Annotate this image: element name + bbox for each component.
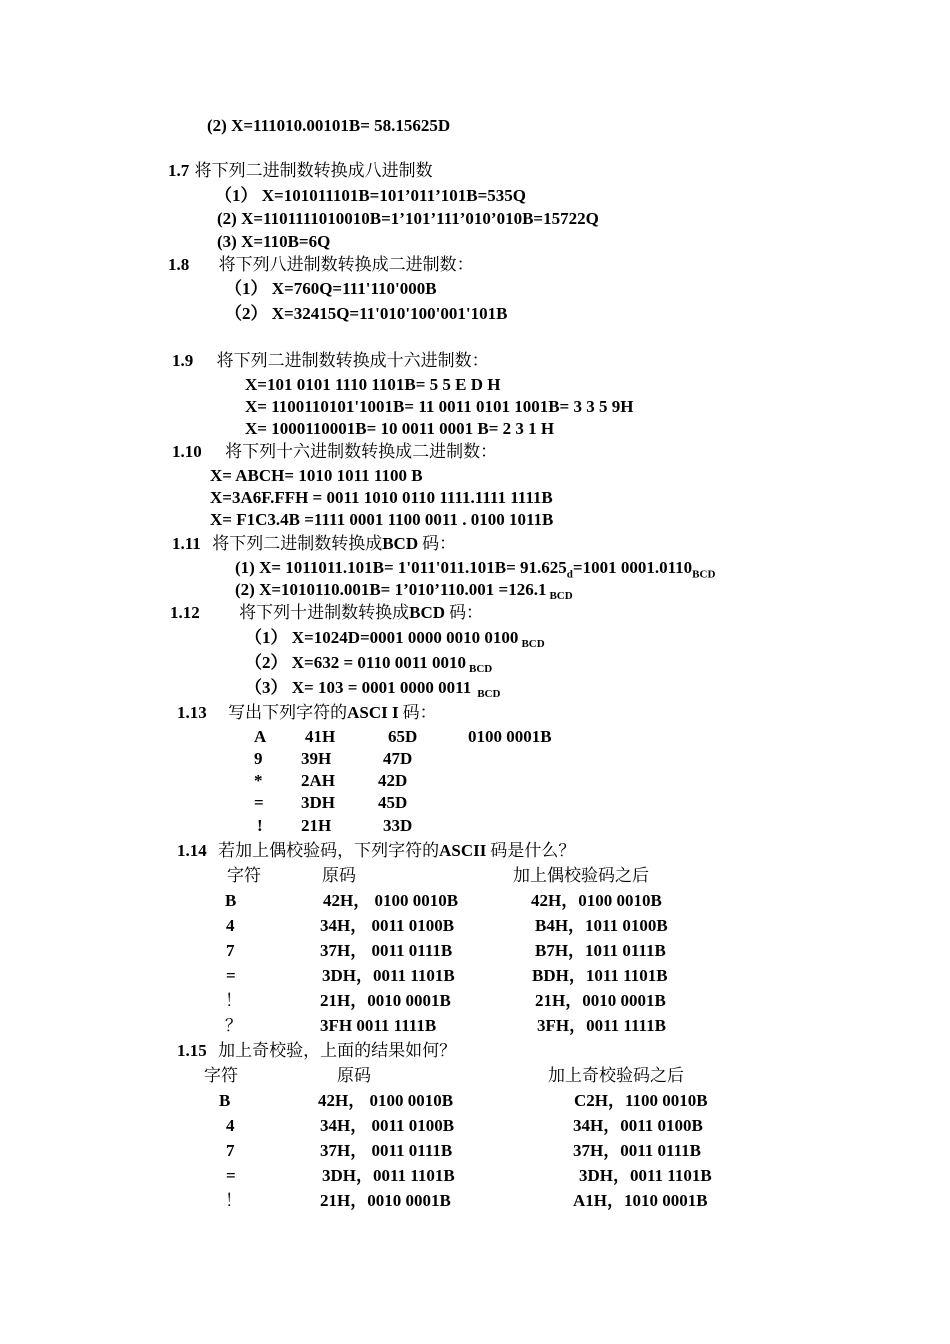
s114-even: B7H，1011 0111B <box>535 941 666 960</box>
section-title-ascii: ASCII <box>439 841 487 860</box>
section-number: 1.14 <box>177 841 207 860</box>
s113-char: = <box>254 793 264 812</box>
section-title-bcd: BCD <box>409 603 446 622</box>
section-title: 将下列二进制数转换成八进制数 <box>194 161 433 181</box>
s113-hex: 2AH <box>301 771 335 790</box>
s17-item-1: （1） X=101011101B=101’011’101B=535Q <box>215 186 526 205</box>
section-1-12-heading <box>170 603 483 623</box>
s114-even: 3FH，0011 1111B <box>537 1016 666 1035</box>
s113-dec: 45D <box>378 793 408 812</box>
s112-item-1 <box>245 628 545 654</box>
section-number: 1.13 <box>177 703 207 722</box>
s115-orig: 21H，0010 0001B <box>320 1191 451 1210</box>
section-1-13-heading <box>177 703 437 723</box>
section-number: 1.9 <box>172 351 194 370</box>
s114-orig: 37H， 0011 0111B <box>320 941 453 960</box>
section-number: 1.7 <box>168 161 190 180</box>
section-number: 1.8 <box>168 255 190 274</box>
s115-char: 7 <box>226 1141 235 1160</box>
s114-orig: 42H， 0100 0010B <box>323 891 459 910</box>
s114-orig: 21H，0010 0001B <box>320 991 451 1010</box>
s115-odd: A1H，1010 0001B <box>573 1191 708 1210</box>
s113-char: * <box>254 771 263 790</box>
section-number: 1.11 <box>172 534 201 553</box>
s113-dec: 65D <box>388 727 418 746</box>
s18-item-1: （1） X=760Q=111'110'000B <box>225 279 437 298</box>
section-number: 1.10 <box>172 442 202 461</box>
s110-item-1: X= ABCH= 1010 1011 1100 B <box>210 466 423 485</box>
s113-char: ! <box>257 816 263 835</box>
s115-char: B <box>219 1091 231 1110</box>
s114-even: 21H，0010 0001B <box>535 991 666 1010</box>
section-number: 1.15 <box>177 1041 207 1060</box>
s112-item-2 <box>245 653 492 679</box>
s114-char: 4 <box>226 916 235 935</box>
s111-item-1-rest: =1001 0001.0110 <box>572 558 693 577</box>
s115-char: ！ <box>225 1191 242 1211</box>
section-title-suffix: 码： <box>422 534 457 554</box>
section-title-ascii: ASCI I <box>347 703 399 722</box>
s112-item-3-bcd: BCD <box>477 688 501 701</box>
s113-hex: 39H <box>301 749 332 768</box>
s17-item-3: (3) X=110B=6Q <box>217 232 331 251</box>
s111-item-1-bcd: BCD <box>692 568 716 581</box>
section-number: 1.12 <box>170 603 200 622</box>
section-1-7-heading <box>168 161 433 181</box>
s114-char: ！ <box>225 991 242 1011</box>
s110-item-3: X= F1C3.4B =1111 0001 1100 0011 . 0100 1011B <box>210 510 554 529</box>
s114-char: B <box>225 891 237 910</box>
section-title: 将下列二进制数转换成 <box>212 534 383 554</box>
s111-item-1-main: (1) X= 1011011.101B= 1'011'011.101B= 91.625 <box>235 558 567 577</box>
s115-header-char: 字符 <box>204 1066 238 1086</box>
section-title: 加上奇校验，上面的结果如何？ <box>218 1041 457 1061</box>
s113-hex: 3DH <box>301 793 335 812</box>
s111-item-2-bcd: BCD <box>549 590 573 603</box>
s113-dec: 33D <box>383 816 413 835</box>
s114-header-even: 加上偶校验码之后 <box>513 866 649 886</box>
section-title: 将下列十进制数转换成 <box>239 603 410 623</box>
s114-header-char: 字符 <box>227 866 261 886</box>
s112-item-3 <box>245 678 500 704</box>
s115-orig: 3DH，0011 1101B <box>322 1166 455 1185</box>
s18-item-2: （2） X=32415Q=11'010'100'001'101B <box>225 304 508 323</box>
section-1-15-heading <box>177 1041 456 1061</box>
s115-orig: 42H， 0100 0010B <box>318 1091 454 1110</box>
s115-odd: 37H，0011 0111B <box>573 1141 701 1160</box>
section-title: 将下列二进制数转换成十六进制数： <box>216 351 489 371</box>
section-title: 写出下列字符的 <box>228 703 348 723</box>
section-title-bcd: BCD <box>382 534 419 553</box>
s115-orig: 34H， 0011 0100B <box>320 1116 455 1135</box>
s114-header-orig: 原码 <box>322 866 356 886</box>
s113-hex: 41H <box>305 727 336 746</box>
s115-orig: 37H， 0011 0111B <box>320 1141 453 1160</box>
s114-orig: 3FH 0011 1111B <box>320 1016 437 1035</box>
s114-even: 42H，0100 0010B <box>531 891 662 910</box>
s114-char: = <box>226 966 236 985</box>
section-title-suffix: 码是什么？ <box>490 841 576 861</box>
s115-odd: 34H，0011 0100B <box>573 1116 703 1135</box>
s113-char: A <box>254 727 267 746</box>
s113-bin: 0100 0001B <box>468 727 552 746</box>
s16-item-2: (2) X=111010.00101B= 58.15625D <box>207 116 451 135</box>
section-1-9-heading <box>172 351 489 371</box>
s19-item-1: X=101 0101 1110 1101B= 5 5 E D H <box>245 375 501 394</box>
section-1-8-heading <box>168 255 474 275</box>
s114-even: B4H，1011 0100B <box>535 916 668 935</box>
s112-item-2-main: （2） X=632 = 0110 0011 0010 <box>245 653 467 672</box>
s115-header-odd: 加上奇校验码之后 <box>548 1066 684 1086</box>
s111-item-2-main: (2) X=1010110.001B= 1’010’110.001 =126.1 <box>235 580 547 599</box>
section-title: 将下列十六进制数转换成二进制数： <box>225 442 498 462</box>
s115-char: = <box>226 1166 236 1185</box>
s114-orig: 3DH，0011 1101B <box>322 966 455 985</box>
s17-item-2: (2) X=1101111010010B=1’101’111’010’010B=15722Q <box>217 209 599 228</box>
section-1-11-heading <box>172 534 456 554</box>
s115-header-orig: 原码 <box>337 1066 371 1086</box>
s114-char: ？ <box>225 1016 242 1036</box>
s112-item-2-bcd: BCD <box>469 663 493 676</box>
s115-odd: 3DH，0011 1101B <box>579 1166 712 1185</box>
s113-char: 9 <box>254 749 263 768</box>
s112-item-3-main: （3） X= 103 = 0001 0000 0011 <box>245 678 472 697</box>
s115-odd: C2H，1100 0010B <box>574 1091 708 1110</box>
section-title-suffix: 码： <box>449 603 484 623</box>
section-title-suffix: 码： <box>402 703 437 723</box>
s113-dec: 42D <box>378 771 408 790</box>
s111-item-1-sub: d <box>566 568 573 581</box>
s112-item-1-bcd: BCD <box>521 638 545 651</box>
s115-char: 4 <box>226 1116 235 1135</box>
section-title: 若加上偶校验码，下列字符的 <box>218 841 440 861</box>
s113-dec: 47D <box>383 749 413 768</box>
s114-orig: 34H， 0011 0100B <box>320 916 455 935</box>
section-title: 将下列八进制数转换成二进制数： <box>218 255 474 275</box>
s110-item-2: X=3A6F.FFH = 0011 1010 0110 1111.1111 1111B <box>210 488 553 507</box>
s19-item-3: X= 1000110001B= 10 0011 0001 B= 2 3 1 H <box>245 419 555 438</box>
section-1-10-heading <box>172 442 497 462</box>
s113-hex: 21H <box>301 816 332 835</box>
s114-char: 7 <box>226 941 235 960</box>
section-1-14-heading <box>177 841 575 861</box>
s114-even: BDH，1011 1101B <box>532 966 668 985</box>
s19-item-2: X= 1100110101'1001B= 11 0011 0101 1001B= 3 3 5 9H <box>245 397 634 416</box>
s112-item-1-main: （1） X=1024D=0001 0000 0010 0100 <box>245 628 519 647</box>
